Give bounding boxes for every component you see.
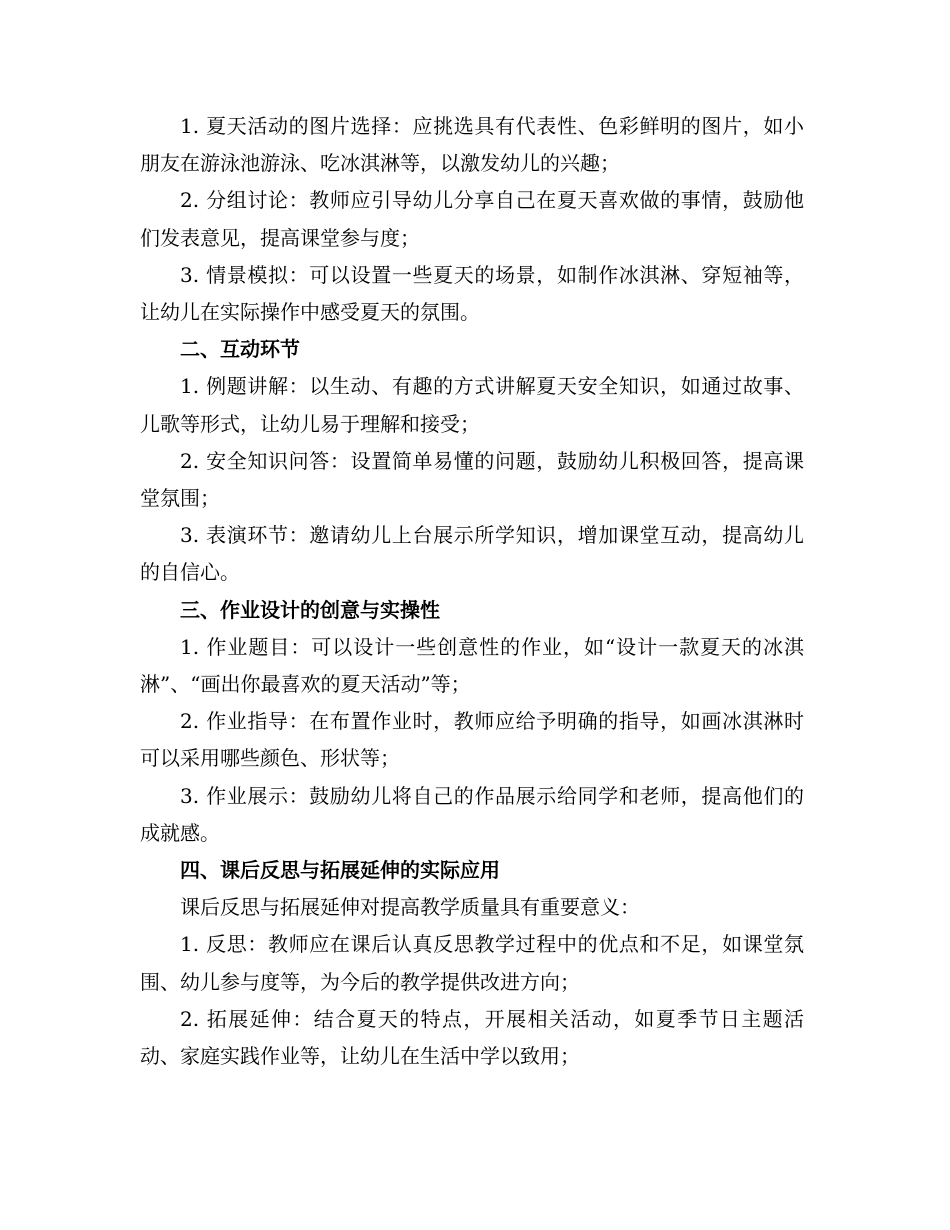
paragraph-homework-display: 3. 作业展示：鼓励幼儿将自己的作品展示给同学和老师，提高他们的成就感。	[140, 783, 804, 845]
paragraph-example-explanation: 1. 例题讲解：以生动、有趣的方式讲解夏天安全知识，如通过故事、儿歌等形式，让幼儿易于理解和接受；	[140, 374, 804, 436]
section-heading-reflection: 四、课后反思与拓展延伸的实际应用	[180, 858, 500, 883]
section-heading-homework-design: 三、作业设计的创意与实操性	[180, 597, 440, 622]
section-heading-interaction: 二、互动环节	[180, 337, 300, 362]
paragraph-homework-topic: 1. 作业题目：可以设计一些创意性的作业，如“设计一款夏天的冰淇淋”、“画出你最喜欢的夏天活动”等；	[140, 634, 804, 697]
paragraph-image-selection: 1. 夏天活动的图片选择：应挑选具有代表性、色彩鲜明的图片，如小朋友在游泳池游泳、吃冰淇淋等，以激发幼儿的兴趣；	[140, 114, 804, 176]
paragraph-safety-quiz: 2. 安全知识问答：设置简单易懂的问题，鼓励幼儿积极回答，提高课堂氛围；	[140, 448, 804, 511]
paragraph-scenario-simulation: 3. 情景模拟：可以设置一些夏天的场景，如制作冰淇淋、穿短袖等，让幼儿在实际操作中感受夏天的氛围。	[140, 262, 804, 325]
paragraph-extension: 2. 拓展延伸：结合夏天的特点，开展相关活动，如夏季节日主题活动、家庭实践作业等，让幼儿在生活中学以致用；	[140, 1006, 804, 1069]
paragraph-reflection: 1. 反思：教师应在课后认真反思教学过程中的优点和不足，如课堂氛围、幼儿参与度等，为今后的教学提供改进方向；	[140, 932, 804, 994]
paragraph-performance: 3. 表演环节：邀请幼儿上台展示所学知识，增加课堂互动，提高幼儿的自信心。	[140, 523, 804, 585]
paragraph-reflection-intro: 课后反思与拓展延伸对提高教学质量具有重要意义：	[180, 895, 640, 920]
document-page	[140, 108, 804, 1075]
paragraph-homework-guidance: 2. 作业指导：在布置作业时，教师应给予明确的指导，如画冰淇淋时可以采用哪些颜色、形状等；	[140, 709, 804, 771]
paragraph-group-discussion: 2. 分组讨论：教师应引导幼儿分享自己在夏天喜欢做的事情，鼓励他们发表意见，提高课堂参与度；	[140, 188, 804, 250]
